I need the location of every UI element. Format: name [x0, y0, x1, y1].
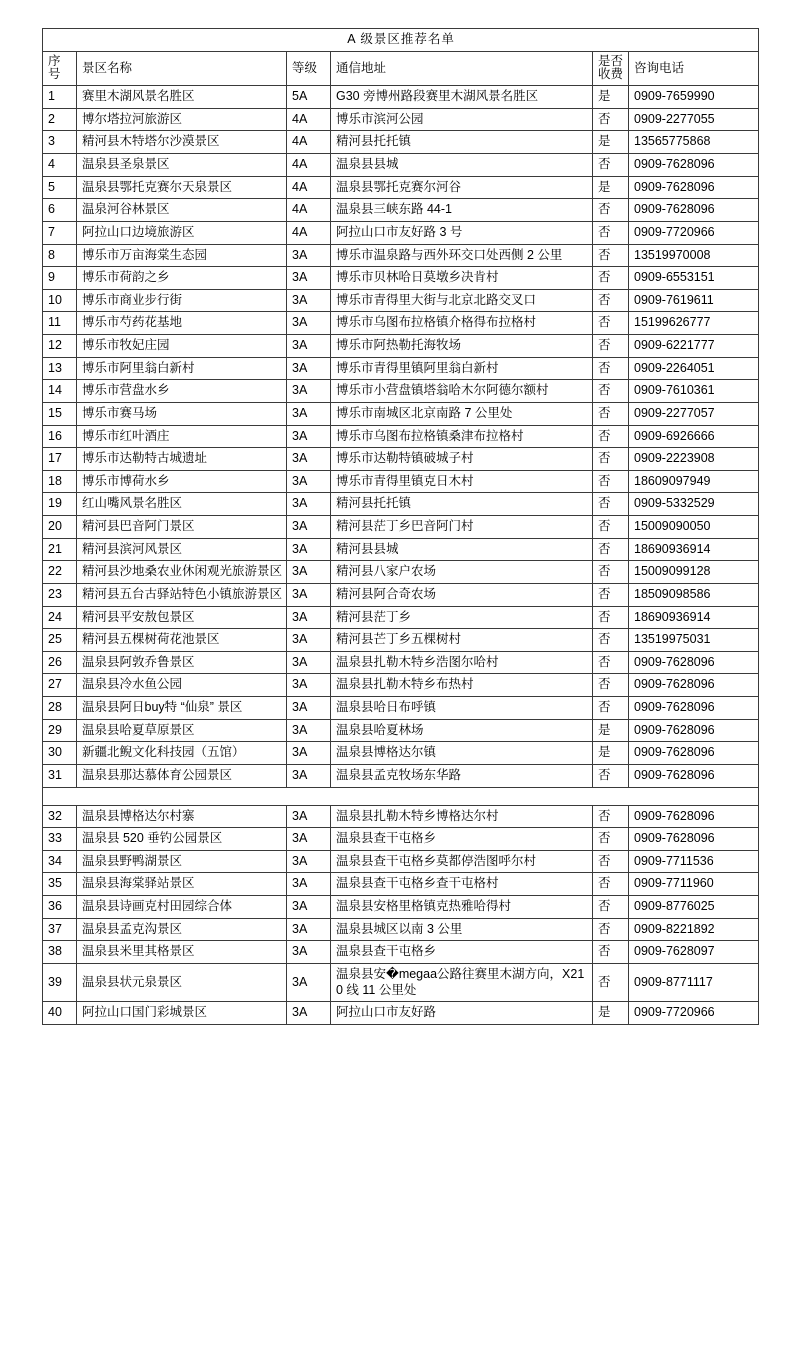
cell-seq: 32	[43, 805, 77, 828]
cell-name: 博乐市赛马场	[77, 402, 287, 425]
cell-tel: 0909-6926666	[629, 425, 759, 448]
cell-address: 精河县阿合奇农场	[331, 583, 593, 606]
cell-seq: 35	[43, 873, 77, 896]
cell-fee: 否	[593, 402, 629, 425]
cell-name: 博乐市红叶酒庄	[77, 425, 287, 448]
cell-seq: 4	[43, 154, 77, 177]
cell-fee: 否	[593, 697, 629, 720]
table-row	[43, 357, 759, 380]
cell-address: 博乐市滨河公园	[331, 108, 593, 131]
table-row	[43, 470, 759, 493]
cell-seq: 3	[43, 131, 77, 154]
cell-address: 温泉县哈日布呼镇	[331, 697, 593, 720]
cell-name: 温泉县米里其格景区	[77, 941, 287, 964]
cell-level: 3A	[287, 425, 331, 448]
cell-address: G30 旁博州路段赛里木湖风景名胜区	[331, 86, 593, 109]
table-row	[43, 154, 759, 177]
cell-name: 红山嘴风景名胜区	[77, 493, 287, 516]
cell-tel: 13519970008	[629, 244, 759, 267]
cell-seq: 26	[43, 651, 77, 674]
cell-tel: 0909-7628096	[629, 764, 759, 787]
cell-name: 博乐市阿里翁白新村	[77, 357, 287, 380]
cell-name: 温泉县野鸭湖景区	[77, 850, 287, 873]
cell-fee: 否	[593, 221, 629, 244]
cell-fee: 否	[593, 335, 629, 358]
cell-fee: 否	[593, 674, 629, 697]
table-gap-cell	[43, 787, 759, 805]
cell-level: 3A	[287, 244, 331, 267]
cell-name: 温泉县诗画克村田园综合体	[77, 896, 287, 919]
cell-address: 博乐市阿热勒托海牧场	[331, 335, 593, 358]
title-row	[43, 29, 759, 52]
cell-name: 博乐市芍药花基地	[77, 312, 287, 335]
cell-name: 温泉县海棠驿站景区	[77, 873, 287, 896]
cell-level: 3A	[287, 380, 331, 403]
cell-address: 博乐市乌图布拉格镇桑津布拉格村	[331, 425, 593, 448]
cell-tel: 15009099128	[629, 561, 759, 584]
table-row	[43, 674, 759, 697]
cell-name: 博乐市商业步行街	[77, 289, 287, 312]
cell-fee: 否	[593, 873, 629, 896]
table-row	[43, 131, 759, 154]
cell-fee: 是	[593, 86, 629, 109]
cell-address: 温泉县城区以南 3 公里	[331, 918, 593, 941]
cell-address: 博乐市温泉路与西外环交口处西侧 2 公里	[331, 244, 593, 267]
cell-fee: 否	[593, 357, 629, 380]
table-row	[43, 629, 759, 652]
scenic-spots-table	[42, 28, 759, 1025]
cell-level: 3A	[287, 448, 331, 471]
cell-name: 阿拉山口边境旅游区	[77, 221, 287, 244]
cell-seq: 10	[43, 289, 77, 312]
table-row	[43, 606, 759, 629]
cell-name: 温泉县博格达尔村寨	[77, 805, 287, 828]
cell-seq: 15	[43, 402, 77, 425]
cell-level: 4A	[287, 131, 331, 154]
cell-level: 3A	[287, 561, 331, 584]
cell-level: 3A	[287, 742, 331, 765]
cell-level: 3A	[287, 516, 331, 539]
cell-level: 3A	[287, 470, 331, 493]
cell-address: 精河县茫丁乡	[331, 606, 593, 629]
column-header-fee: 是否 收费	[593, 51, 629, 86]
cell-fee: 否	[593, 828, 629, 851]
cell-tel: 18690936914	[629, 538, 759, 561]
cell-tel: 0909-7619611	[629, 289, 759, 312]
cell-address: 博乐市达勒特镇破城子村	[331, 448, 593, 471]
cell-level: 3A	[287, 805, 331, 828]
cell-fee: 否	[593, 380, 629, 403]
cell-address: 博乐市小营盘镇塔翁哈木尔阿德尔额村	[331, 380, 593, 403]
cell-tel: 0909-7720966	[629, 1002, 759, 1025]
cell-seq: 17	[43, 448, 77, 471]
cell-fee: 否	[593, 493, 629, 516]
cell-fee: 是	[593, 176, 629, 199]
cell-name: 精河县木特塔尔沙漠景区	[77, 131, 287, 154]
cell-fee: 是	[593, 131, 629, 154]
cell-tel: 0909-7628096	[629, 154, 759, 177]
cell-seq: 31	[43, 764, 77, 787]
cell-name: 精河县五台古驿站特色小镇旅游景区	[77, 583, 287, 606]
cell-tel: 18690936914	[629, 606, 759, 629]
cell-tel: 0909-8771117	[629, 963, 759, 1001]
cell-fee: 否	[593, 629, 629, 652]
cell-fee: 否	[593, 896, 629, 919]
cell-name: 博乐市达勒特古城遗址	[77, 448, 287, 471]
cell-tel: 0909-6553151	[629, 267, 759, 290]
cell-seq: 7	[43, 221, 77, 244]
cell-tel: 0909-7628097	[629, 941, 759, 964]
cell-fee: 否	[593, 516, 629, 539]
cell-tel: 0909-8776025	[629, 896, 759, 919]
cell-seq: 24	[43, 606, 77, 629]
cell-fee: 是	[593, 719, 629, 742]
cell-fee: 否	[593, 199, 629, 222]
cell-name: 精河县巴音阿门景区	[77, 516, 287, 539]
cell-level: 3A	[287, 289, 331, 312]
table-row	[43, 697, 759, 720]
table-row	[43, 312, 759, 335]
table-row	[43, 896, 759, 919]
cell-address: 温泉县扎勒木特乡浩图尔哈村	[331, 651, 593, 674]
cell-seq: 13	[43, 357, 77, 380]
cell-seq: 5	[43, 176, 77, 199]
table-gap-row	[43, 787, 759, 805]
cell-fee: 否	[593, 583, 629, 606]
cell-address: 温泉县查干屯格乡	[331, 828, 593, 851]
cell-fee: 否	[593, 606, 629, 629]
cell-address: 精河县芒丁乡五棵树村	[331, 629, 593, 652]
cell-level: 3A	[287, 312, 331, 335]
cell-name: 温泉县冷水鱼公园	[77, 674, 287, 697]
cell-name: 温泉县 520 垂钓公园景区	[77, 828, 287, 851]
cell-name: 精河县平安敖包景区	[77, 606, 287, 629]
cell-seq: 14	[43, 380, 77, 403]
cell-name: 温泉河谷林景区	[77, 199, 287, 222]
cell-name: 博乐市万亩海棠生态园	[77, 244, 287, 267]
column-header-seq: 序 号	[43, 51, 77, 86]
cell-level: 3A	[287, 828, 331, 851]
table-row	[43, 448, 759, 471]
cell-tel: 0909-7628096	[629, 199, 759, 222]
cell-name: 新疆北鲵文化科技园（五馆）	[77, 742, 287, 765]
cell-fee: 是	[593, 742, 629, 765]
cell-level: 4A	[287, 199, 331, 222]
cell-seq: 27	[43, 674, 77, 697]
cell-tel: 0909-7711960	[629, 873, 759, 896]
cell-level: 3A	[287, 402, 331, 425]
table-row	[43, 425, 759, 448]
column-header-level: 等级	[287, 51, 331, 86]
cell-level: 3A	[287, 606, 331, 629]
cell-name: 温泉县阿日buy特 “仙泉” 景区	[77, 697, 287, 720]
cell-name: 温泉县阿敦乔鲁景区	[77, 651, 287, 674]
table-row	[43, 86, 759, 109]
cell-level: 3A	[287, 335, 331, 358]
cell-tel: 0909-7628096	[629, 697, 759, 720]
cell-address: 温泉县鄂托克赛尔河谷	[331, 176, 593, 199]
cell-address: 温泉县安格里格镇克热雅哈得村	[331, 896, 593, 919]
cell-level: 3A	[287, 697, 331, 720]
cell-tel: 0909-7628096	[629, 176, 759, 199]
table-row	[43, 742, 759, 765]
cell-address: 温泉县县城	[331, 154, 593, 177]
cell-address: 温泉县扎勒木特乡布热村	[331, 674, 593, 697]
cell-seq: 11	[43, 312, 77, 335]
cell-seq: 33	[43, 828, 77, 851]
cell-name: 温泉县状元泉景区	[77, 963, 287, 1001]
table-row	[43, 651, 759, 674]
cell-seq: 2	[43, 108, 77, 131]
cell-fee: 否	[593, 267, 629, 290]
cell-level: 4A	[287, 154, 331, 177]
cell-address: 温泉县孟克牧场东华路	[331, 764, 593, 787]
table-row	[43, 335, 759, 358]
cell-level: 3A	[287, 629, 331, 652]
cell-name: 精河县沙地桑农业休闲观光旅游景区	[77, 561, 287, 584]
cell-seq: 38	[43, 941, 77, 964]
cell-level: 3A	[287, 651, 331, 674]
table-body	[43, 29, 759, 1025]
table-row	[43, 583, 759, 606]
cell-seq: 30	[43, 742, 77, 765]
cell-seq: 6	[43, 199, 77, 222]
table-row	[43, 176, 759, 199]
cell-level: 3A	[287, 873, 331, 896]
cell-fee: 否	[593, 941, 629, 964]
cell-seq: 28	[43, 697, 77, 720]
table-row	[43, 108, 759, 131]
cell-address: 阿拉山口市友好路 3 号	[331, 221, 593, 244]
cell-address: 温泉县三峡东路 44-1	[331, 199, 593, 222]
cell-tel: 15199626777	[629, 312, 759, 335]
cell-level: 3A	[287, 493, 331, 516]
cell-fee: 否	[593, 963, 629, 1001]
cell-name: 温泉县那达慕体育公园景区	[77, 764, 287, 787]
cell-tel: 0909-2264051	[629, 357, 759, 380]
cell-seq: 40	[43, 1002, 77, 1025]
cell-tel: 0909-7628096	[629, 719, 759, 742]
cell-seq: 34	[43, 850, 77, 873]
cell-fee: 否	[593, 918, 629, 941]
cell-address: 博乐市青得里大街与北京北路交叉口	[331, 289, 593, 312]
cell-seq: 22	[43, 561, 77, 584]
cell-level: 3A	[287, 267, 331, 290]
cell-address: 温泉县查干屯格乡	[331, 941, 593, 964]
cell-tel: 0909-7711536	[629, 850, 759, 873]
cell-level: 3A	[287, 918, 331, 941]
cell-seq: 36	[43, 896, 77, 919]
cell-tel: 18609097949	[629, 470, 759, 493]
table-row	[43, 289, 759, 312]
cell-tel: 0909-7610361	[629, 380, 759, 403]
cell-level: 3A	[287, 719, 331, 742]
cell-address: 博乐市南城区北京南路 7 公里处	[331, 402, 593, 425]
table-row	[43, 538, 759, 561]
table-row	[43, 1002, 759, 1025]
cell-name: 博乐市营盘水乡	[77, 380, 287, 403]
table-row	[43, 850, 759, 873]
cell-level: 3A	[287, 963, 331, 1001]
table-row	[43, 516, 759, 539]
table-row	[43, 199, 759, 222]
cell-tel: 0909-7628096	[629, 674, 759, 697]
cell-seq: 21	[43, 538, 77, 561]
cell-tel: 18509098586	[629, 583, 759, 606]
table-row	[43, 963, 759, 1001]
cell-level: 3A	[287, 1002, 331, 1025]
table-row	[43, 873, 759, 896]
table-row	[43, 380, 759, 403]
table-row	[43, 828, 759, 851]
cell-fee: 否	[593, 850, 629, 873]
table-row	[43, 493, 759, 516]
cell-tel: 0909-2277055	[629, 108, 759, 131]
cell-seq: 16	[43, 425, 77, 448]
cell-address: 精河县茫丁乡巴音阿门村	[331, 516, 593, 539]
cell-name: 精河县五棵树荷花池景区	[77, 629, 287, 652]
cell-level: 3A	[287, 850, 331, 873]
cell-address: 温泉县扎勒木特乡博格达尔村	[331, 805, 593, 828]
cell-seq: 18	[43, 470, 77, 493]
cell-fee: 否	[593, 244, 629, 267]
document-title: A 级景区推荐名单	[43, 29, 759, 52]
table-row	[43, 719, 759, 742]
cell-tel: 0909-7659990	[629, 86, 759, 109]
cell-name: 温泉县圣泉景区	[77, 154, 287, 177]
cell-level: 3A	[287, 941, 331, 964]
cell-level: 3A	[287, 896, 331, 919]
cell-fee: 否	[593, 764, 629, 787]
cell-level: 4A	[287, 176, 331, 199]
cell-tel: 0909-2223908	[629, 448, 759, 471]
cell-seq: 1	[43, 86, 77, 109]
cell-fee: 否	[593, 651, 629, 674]
cell-address: 精河县托托镇	[331, 131, 593, 154]
cell-seq: 37	[43, 918, 77, 941]
cell-name: 博乐市牧妃庄园	[77, 335, 287, 358]
cell-tel: 0909-7628096	[629, 651, 759, 674]
table-row	[43, 267, 759, 290]
cell-fee: 是	[593, 1002, 629, 1025]
cell-seq: 23	[43, 583, 77, 606]
cell-name: 博尔塔拉河旅游区	[77, 108, 287, 131]
cell-name: 精河县滨河风景区	[77, 538, 287, 561]
table-row	[43, 244, 759, 267]
table-row	[43, 561, 759, 584]
cell-name: 温泉县哈夏草原景区	[77, 719, 287, 742]
cell-address: 温泉县哈夏林场	[331, 719, 593, 742]
cell-fee: 否	[593, 108, 629, 131]
cell-address: 博乐市青得里镇阿里翁白新村	[331, 357, 593, 380]
cell-fee: 否	[593, 805, 629, 828]
cell-address: 博乐市乌图布拉格镇介格得布拉格村	[331, 312, 593, 335]
cell-fee: 否	[593, 561, 629, 584]
cell-address: 博乐市青得里镇克日木村	[331, 470, 593, 493]
cell-seq: 25	[43, 629, 77, 652]
cell-seq: 39	[43, 963, 77, 1001]
cell-level: 4A	[287, 108, 331, 131]
cell-tel: 13565775868	[629, 131, 759, 154]
cell-address: 精河县八家户农场	[331, 561, 593, 584]
cell-address: 阿拉山口市友好路	[331, 1002, 593, 1025]
cell-level: 3A	[287, 357, 331, 380]
cell-address: 博乐市贝林哈日莫墩乡决肯村	[331, 267, 593, 290]
cell-fee: 否	[593, 538, 629, 561]
cell-tel: 0909-7720966	[629, 221, 759, 244]
table-header-row	[43, 51, 759, 86]
cell-tel: 0909-5332529	[629, 493, 759, 516]
cell-fee: 否	[593, 470, 629, 493]
cell-tel: 13519975031	[629, 629, 759, 652]
cell-address: 温泉县安�megaa公路往赛里木湖方向，X210 线 11 公里处	[331, 963, 593, 1001]
cell-tel: 15009090050	[629, 516, 759, 539]
cell-name: 温泉县鄂托克赛尔天泉景区	[77, 176, 287, 199]
cell-name: 温泉县孟克沟景区	[77, 918, 287, 941]
cell-tel: 0909-7628096	[629, 742, 759, 765]
cell-seq: 9	[43, 267, 77, 290]
cell-fee: 否	[593, 289, 629, 312]
table-row	[43, 402, 759, 425]
table-row	[43, 221, 759, 244]
cell-address: 温泉县查干屯格乡莫都停浩图呼尔村	[331, 850, 593, 873]
cell-address: 精河县托托镇	[331, 493, 593, 516]
cell-seq: 12	[43, 335, 77, 358]
cell-tel: 0909-7628096	[629, 828, 759, 851]
table-row	[43, 918, 759, 941]
cell-level: 4A	[287, 221, 331, 244]
cell-tel: 0909-8221892	[629, 918, 759, 941]
cell-name: 博乐市博荷水乡	[77, 470, 287, 493]
cell-fee: 否	[593, 448, 629, 471]
cell-seq: 8	[43, 244, 77, 267]
cell-fee: 否	[593, 425, 629, 448]
cell-tel: 0909-2277057	[629, 402, 759, 425]
cell-address: 温泉县查干屯格乡查干屯格村	[331, 873, 593, 896]
cell-tel: 0909-6221777	[629, 335, 759, 358]
cell-fee: 否	[593, 312, 629, 335]
cell-level: 3A	[287, 538, 331, 561]
cell-name: 阿拉山口国门彩城景区	[77, 1002, 287, 1025]
cell-name: 博乐市荷韵之乡	[77, 267, 287, 290]
table-row	[43, 941, 759, 964]
table-row	[43, 764, 759, 787]
cell-fee: 否	[593, 154, 629, 177]
cell-tel: 0909-7628096	[629, 805, 759, 828]
cell-address: 温泉县博格达尔镇	[331, 742, 593, 765]
cell-seq: 19	[43, 493, 77, 516]
cell-level: 3A	[287, 674, 331, 697]
cell-level: 3A	[287, 764, 331, 787]
column-header-name: 景区名称	[77, 51, 287, 86]
cell-level: 3A	[287, 583, 331, 606]
column-header-tel: 咨询电话	[629, 51, 759, 86]
cell-address: 精河县县城	[331, 538, 593, 561]
cell-level: 5A	[287, 86, 331, 109]
cell-seq: 20	[43, 516, 77, 539]
cell-name: 赛里木湖风景名胜区	[77, 86, 287, 109]
table-row	[43, 805, 759, 828]
cell-seq: 29	[43, 719, 77, 742]
column-header-address: 通信地址	[331, 51, 593, 86]
